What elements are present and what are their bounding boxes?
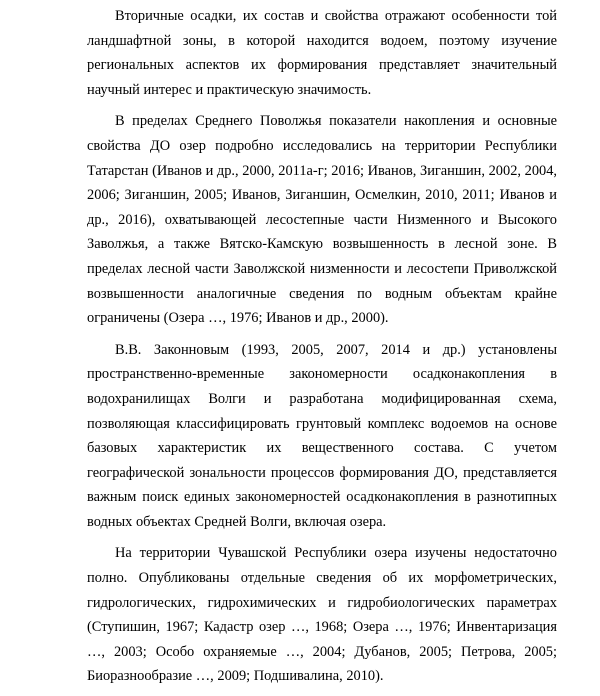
paragraph-middle-volga-region: В пределах Среднего Поволжья показатели накопления и основные свойства ДО озер подробно исследовались на территории Республики Татарстан (Иванов и др., 2000, 2011а-г; 2016; Иванов, Зиганшин, 2002, 2004, 2006; Зиганшин, 2005; Иванов, Зиганшин, Осмелкин, 2010, 2011; Иванов и др., 2016), охватывающей лесостепные части Низменного и Высокого Заволжья, а также Вятско-Камскую возвышенность в лесной зоне. В пределах лесной части Заволжской низменности и лесостепи Приволжской возвышенности аналогичные сведения по водным объектам крайне ограничены (Озера …, 1976; Иванов и др., 2000). <box>87 113 557 327</box>
document-page <box>87 4 557 696</box>
paragraph-secondary-sediments: Вторичные осадки, их состав и свойства отражают особенности той ландшафтной зоны, в которой находится водоем, поэтому изучение региональных аспектов их формирования представляет значительный научный интерес и практическую значимость. <box>87 8 557 98</box>
paragraph-zakonnov-research: В.В. Законновым (1993, 2005, 2007, 2014 и др.) установлены пространственно-временные закономерности осадконакопления в водохранилищах Волги и разработана модифицированная схема, позволяющая классифицировать грунтовый комплекс водоемов на основе базовых характеристик их вещественного состава. С учетом географической зональности процессов формирования ДО, представляется важным поиск единых закономерностей осадконакопления в разнотипных водных объектах Средней Волги, включая озера. <box>87 341 557 530</box>
paragraph-chuvash-republic-lakes: На территории Чувашской Республики озера изучены недостаточно полно. Опубликованы отдельные сведения об их морфометрических, гидрологических, гидрохимических и гидробиологических параметрах (Ступишин, 1967; Кадастр озер …, 1968; Озера …, 1976; Инвентаризация …, 2003; Особо охраняемые …, 2004; Дубанов, 2005; Петрова, 2005; Биоразнообразие …, 2009; Подшивалина, 2010). <box>87 545 557 685</box>
